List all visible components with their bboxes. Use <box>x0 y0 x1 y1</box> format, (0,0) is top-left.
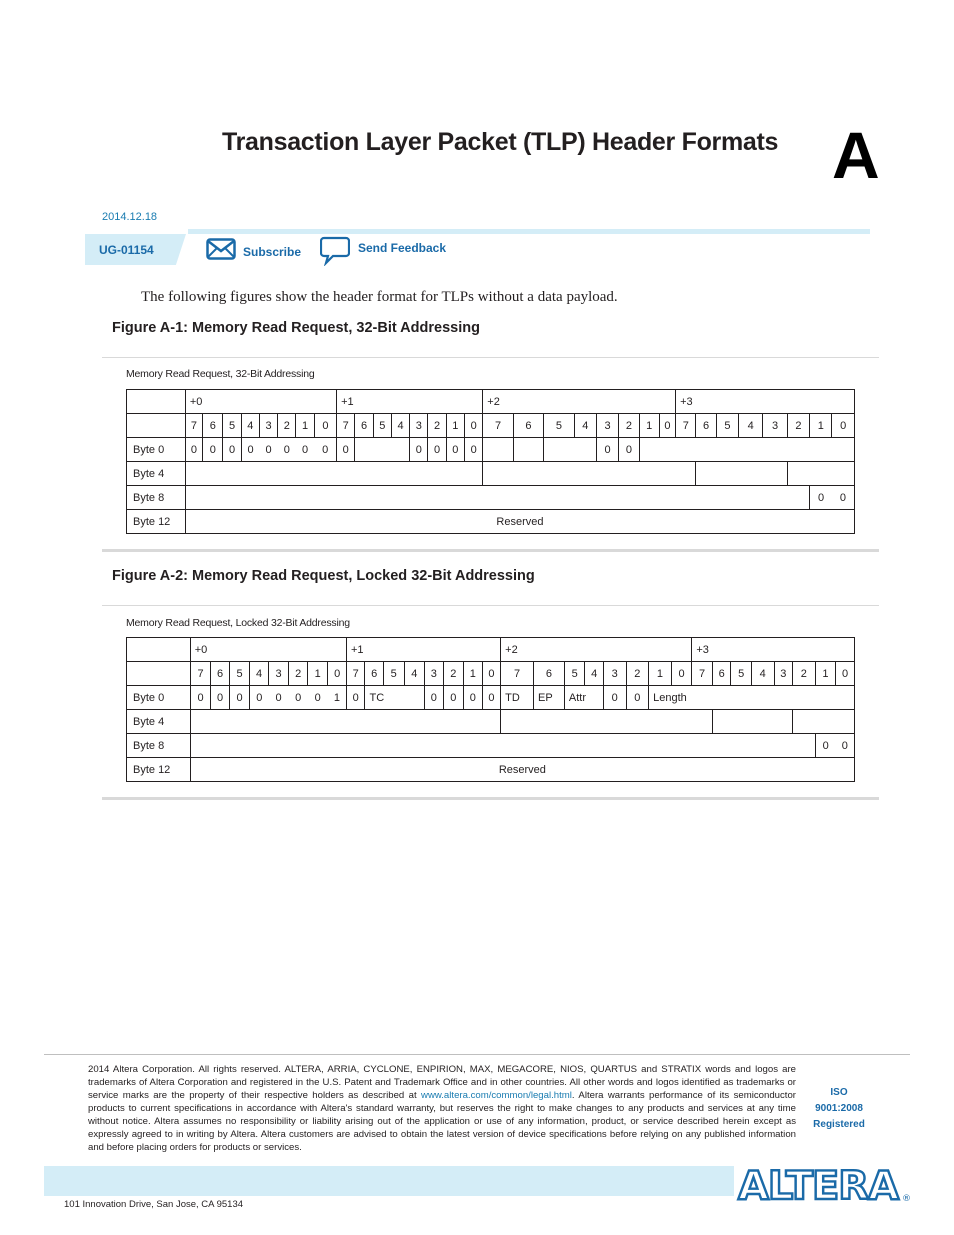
bit-label: 3 <box>774 662 793 686</box>
bit-label: 5 <box>731 662 752 686</box>
bit-label: 1 <box>810 414 832 438</box>
field-value: 0 <box>223 438 241 462</box>
bit-label: 3 <box>763 414 787 438</box>
intro-paragraph: The following figures show the header format for TLPs without a data payload. <box>141 289 618 305</box>
bit-label: 0 <box>328 662 347 686</box>
field-value: 0 <box>410 438 428 462</box>
row-label: Byte 8 <box>127 486 186 510</box>
bit-label: 3 <box>425 662 444 686</box>
bit-label: 1 <box>639 414 659 438</box>
legal-notice <box>88 1063 796 1154</box>
header-bar <box>188 229 870 234</box>
bit-label: 6 <box>203 414 223 438</box>
bit-label: 0 <box>464 414 482 438</box>
field-value: 0 <box>836 734 855 758</box>
bit-label: 5 <box>229 662 250 686</box>
bit-label: 2 <box>793 662 816 686</box>
page-title: Transaction Layer Packet (TLP) Header Formats <box>222 128 779 156</box>
iso-badge <box>806 1085 872 1133</box>
byte-offset-label: +3 <box>676 390 855 414</box>
bit-label: 6 <box>355 414 373 438</box>
field-value: 0 <box>446 438 464 462</box>
tag-field <box>483 462 696 486</box>
field-value: 0 <box>619 438 639 462</box>
first-be-field <box>787 462 854 486</box>
first-be-field <box>793 710 855 734</box>
byte0-row <box>127 686 855 710</box>
bit-label: 5 <box>223 414 241 438</box>
field-value: 0 <box>203 438 223 462</box>
company-address: 101 Innovation Drive, San Jose, CA 95134 <box>64 1199 244 1210</box>
bit-label: 6 <box>513 414 543 438</box>
td-field: TD <box>501 686 534 710</box>
bit-label: 7 <box>185 414 202 438</box>
bit-label: 1 <box>815 662 836 686</box>
figure2-bottom-rule <box>102 797 879 800</box>
footer-bar <box>44 1166 734 1196</box>
bit-label: 7 <box>483 414 513 438</box>
bit-label: 7 <box>337 414 355 438</box>
figure2-header-table <box>126 637 855 782</box>
figure1-bottom-rule <box>102 549 879 552</box>
bit-label: 2 <box>787 414 809 438</box>
bit-label: 7 <box>346 662 365 686</box>
address-field <box>185 486 809 510</box>
byte-offset-label: +0 <box>190 638 346 662</box>
bit-label: 5 <box>373 414 391 438</box>
bit-label: 0 <box>659 414 675 438</box>
field-value: 1 <box>328 686 347 710</box>
byte-offset-label: +1 <box>346 638 500 662</box>
field-value: 0 <box>211 686 230 710</box>
byte-offset-label: +2 <box>501 638 692 662</box>
svg-text:®: ® <box>902 1194 911 1204</box>
field-value: 0 <box>190 686 211 710</box>
field-value: 0 <box>296 438 314 462</box>
bit-label: 7 <box>692 662 713 686</box>
field-value: 0 <box>337 438 355 462</box>
row-label: Byte 0 <box>127 438 186 462</box>
doc-id: UG-01154 <box>99 243 154 257</box>
ep-field: EP <box>534 686 565 710</box>
tc-field: TC <box>365 686 425 710</box>
bit-label: 6 <box>365 662 384 686</box>
bit-label: 0 <box>314 414 336 438</box>
byte-offset-label: +2 <box>483 390 676 414</box>
bit-label: 7 <box>501 662 534 686</box>
bit-label: 5 <box>383 662 404 686</box>
byte4-row <box>127 710 855 734</box>
bit-label: 3 <box>603 662 626 686</box>
field-value: 0 <box>185 438 202 462</box>
bit-number-row <box>127 414 855 438</box>
byte0-row <box>127 438 855 462</box>
legal-text: 2014 Altera Corporation. All rights reserved. ALTERA, ARRIA, CYCLONE, ENPIRION, MAX, MEGACORE, NIOS, QUARTUS and STRATIX words and logos are trademarks of Altera Corporation and registered in the U.S. Patent and Trademark Office and in other countries. All other words and logos identified as trademarks or service marks are the property of their respective holders as described at <box>88 1064 796 1101</box>
row-label: Byte 4 <box>127 462 186 486</box>
mail-icon[interactable] <box>206 238 236 260</box>
td-field <box>483 438 513 462</box>
legal-link[interactable]: www.altera.com/common/legal.html <box>421 1090 572 1101</box>
field-value: 0 <box>810 486 832 510</box>
bit-label: 2 <box>443 662 464 686</box>
bit-number-row <box>127 662 855 686</box>
row-label: Byte 4 <box>127 710 191 734</box>
byte12-row <box>127 758 855 782</box>
length-field <box>639 438 854 462</box>
field-value: 0 <box>346 686 365 710</box>
footer-rule <box>44 1054 910 1055</box>
byte8-row <box>127 486 855 510</box>
bit-label: 6 <box>696 414 716 438</box>
attr-field: Attr <box>564 686 603 710</box>
figure1-header-table <box>126 389 855 534</box>
bit-label: 1 <box>296 414 314 438</box>
figure2-caption: Figure A-2: Memory Read Request, Locked 32-Bit Addressing <box>112 568 535 584</box>
row-label: Byte 0 <box>127 686 191 710</box>
bit-label: 2 <box>278 414 296 438</box>
bit-label: 2 <box>626 662 649 686</box>
bit-label: 4 <box>739 414 763 438</box>
address-field <box>190 734 815 758</box>
bit-label: 4 <box>751 662 774 686</box>
requester-id-field <box>190 710 500 734</box>
bit-label: 3 <box>259 414 277 438</box>
bit-label: 1 <box>649 662 672 686</box>
bit-label: 4 <box>241 414 259 438</box>
field-value: 0 <box>626 686 649 710</box>
field-value: 0 <box>314 438 336 462</box>
byte8-row <box>127 734 855 758</box>
legal-text: . Altera warrants performance of its semiconductor products to current specifications in accordance with Altera's standard warranty, but reserves the right to make changes to any products and services at any time without notice. Altera assumes no responsibility or liability arising out of the application or use of any information, product, or service described herein except as expressly agreed to in writing by Altera. Altera customers are advised to obtain the latest version of device specifications before relying on any published information and before placing orders for products or services. <box>88 1090 796 1153</box>
figure2-diagram-title: Memory Read Request, Locked 32-Bit Addressing <box>126 617 350 629</box>
field-value: 0 <box>428 438 446 462</box>
iso-line: ISO <box>830 1087 848 1098</box>
bit-label: 3 <box>596 414 618 438</box>
ep-field <box>513 438 543 462</box>
bit-label: 0 <box>671 662 692 686</box>
last-be-field <box>696 462 787 486</box>
bit-label: 3 <box>410 414 428 438</box>
bit-label: 0 <box>832 414 855 438</box>
requester-id-field <box>185 462 482 486</box>
send-feedback-link[interactable]: Send Feedback <box>358 241 447 255</box>
field-value: 0 <box>259 438 277 462</box>
bit-label: 3 <box>268 662 289 686</box>
bit-label: 4 <box>391 414 409 438</box>
bit-label: 4 <box>404 662 425 686</box>
tc-field <box>355 438 410 462</box>
byte-offset-row <box>127 638 855 662</box>
byte4-row <box>127 462 855 486</box>
bit-label: 7 <box>190 662 211 686</box>
field-value: 0 <box>278 438 296 462</box>
bit-label: 0 <box>836 662 855 686</box>
bit-label: 4 <box>250 662 269 686</box>
field-value: 0 <box>832 486 855 510</box>
bit-label: 4 <box>574 414 596 438</box>
subscribe-link[interactable]: Subscribe <box>243 245 302 259</box>
row-label: Byte 12 <box>127 758 191 782</box>
bit-label: 4 <box>585 662 604 686</box>
field-value: 0 <box>815 734 836 758</box>
reserved-field: Reserved <box>185 510 854 534</box>
field-value: 0 <box>289 686 308 710</box>
figure1-top-rule <box>102 357 879 358</box>
field-value: 0 <box>250 686 269 710</box>
field-value: 0 <box>425 686 444 710</box>
bit-label: 7 <box>676 414 696 438</box>
bit-label: 6 <box>712 662 731 686</box>
bit-label: 6 <box>534 662 565 686</box>
field-value: 0 <box>464 686 483 710</box>
row-label: Byte 12 <box>127 510 186 534</box>
figure1-diagram-title: Memory Read Request, 32-Bit Addressing <box>126 368 315 380</box>
field-value: 0 <box>229 686 250 710</box>
bit-label: 5 <box>716 414 738 438</box>
bit-label: 0 <box>482 662 501 686</box>
altera-logo <box>736 1163 914 1205</box>
row-label: Byte 8 <box>127 734 191 758</box>
bit-label: 1 <box>307 662 328 686</box>
field-value: 0 <box>307 686 328 710</box>
tag-field <box>501 710 713 734</box>
length-field: Length <box>649 686 855 710</box>
reserved-field: Reserved <box>190 758 854 782</box>
field-value: 0 <box>268 686 289 710</box>
bit-label: 6 <box>211 662 230 686</box>
bit-label: 5 <box>544 414 574 438</box>
last-be-field <box>712 710 792 734</box>
svg-text:ALTERA: ALTERA <box>738 1164 899 1205</box>
feedback-bubble-icon[interactable] <box>320 236 350 266</box>
field-value: 0 <box>596 438 618 462</box>
byte-offset-label: +3 <box>692 638 855 662</box>
iso-line: Registered <box>813 1119 865 1130</box>
byte-offset-label: +1 <box>337 390 483 414</box>
bit-label: 2 <box>428 414 446 438</box>
field-value: 0 <box>482 686 501 710</box>
bit-label: 2 <box>619 414 639 438</box>
bit-label: 1 <box>464 662 483 686</box>
bit-label: 2 <box>289 662 308 686</box>
document-date: 2014.12.18 <box>102 211 158 223</box>
figure1-caption: Figure A-1: Memory Read Request, 32-Bit Addressing <box>112 320 480 336</box>
bit-label: 5 <box>564 662 585 686</box>
iso-line: 9001:2008 <box>815 1103 863 1114</box>
byte12-row <box>127 510 855 534</box>
attr-field <box>544 438 597 462</box>
field-value: 0 <box>603 686 626 710</box>
byte-offset-label: +0 <box>185 390 336 414</box>
bit-label: 1 <box>446 414 464 438</box>
appendix-letter: A <box>832 118 880 192</box>
field-value: 0 <box>241 438 259 462</box>
figure2-top-rule <box>102 605 879 606</box>
field-value: 0 <box>464 438 482 462</box>
field-value: 0 <box>443 686 464 710</box>
byte-offset-row <box>127 390 855 414</box>
